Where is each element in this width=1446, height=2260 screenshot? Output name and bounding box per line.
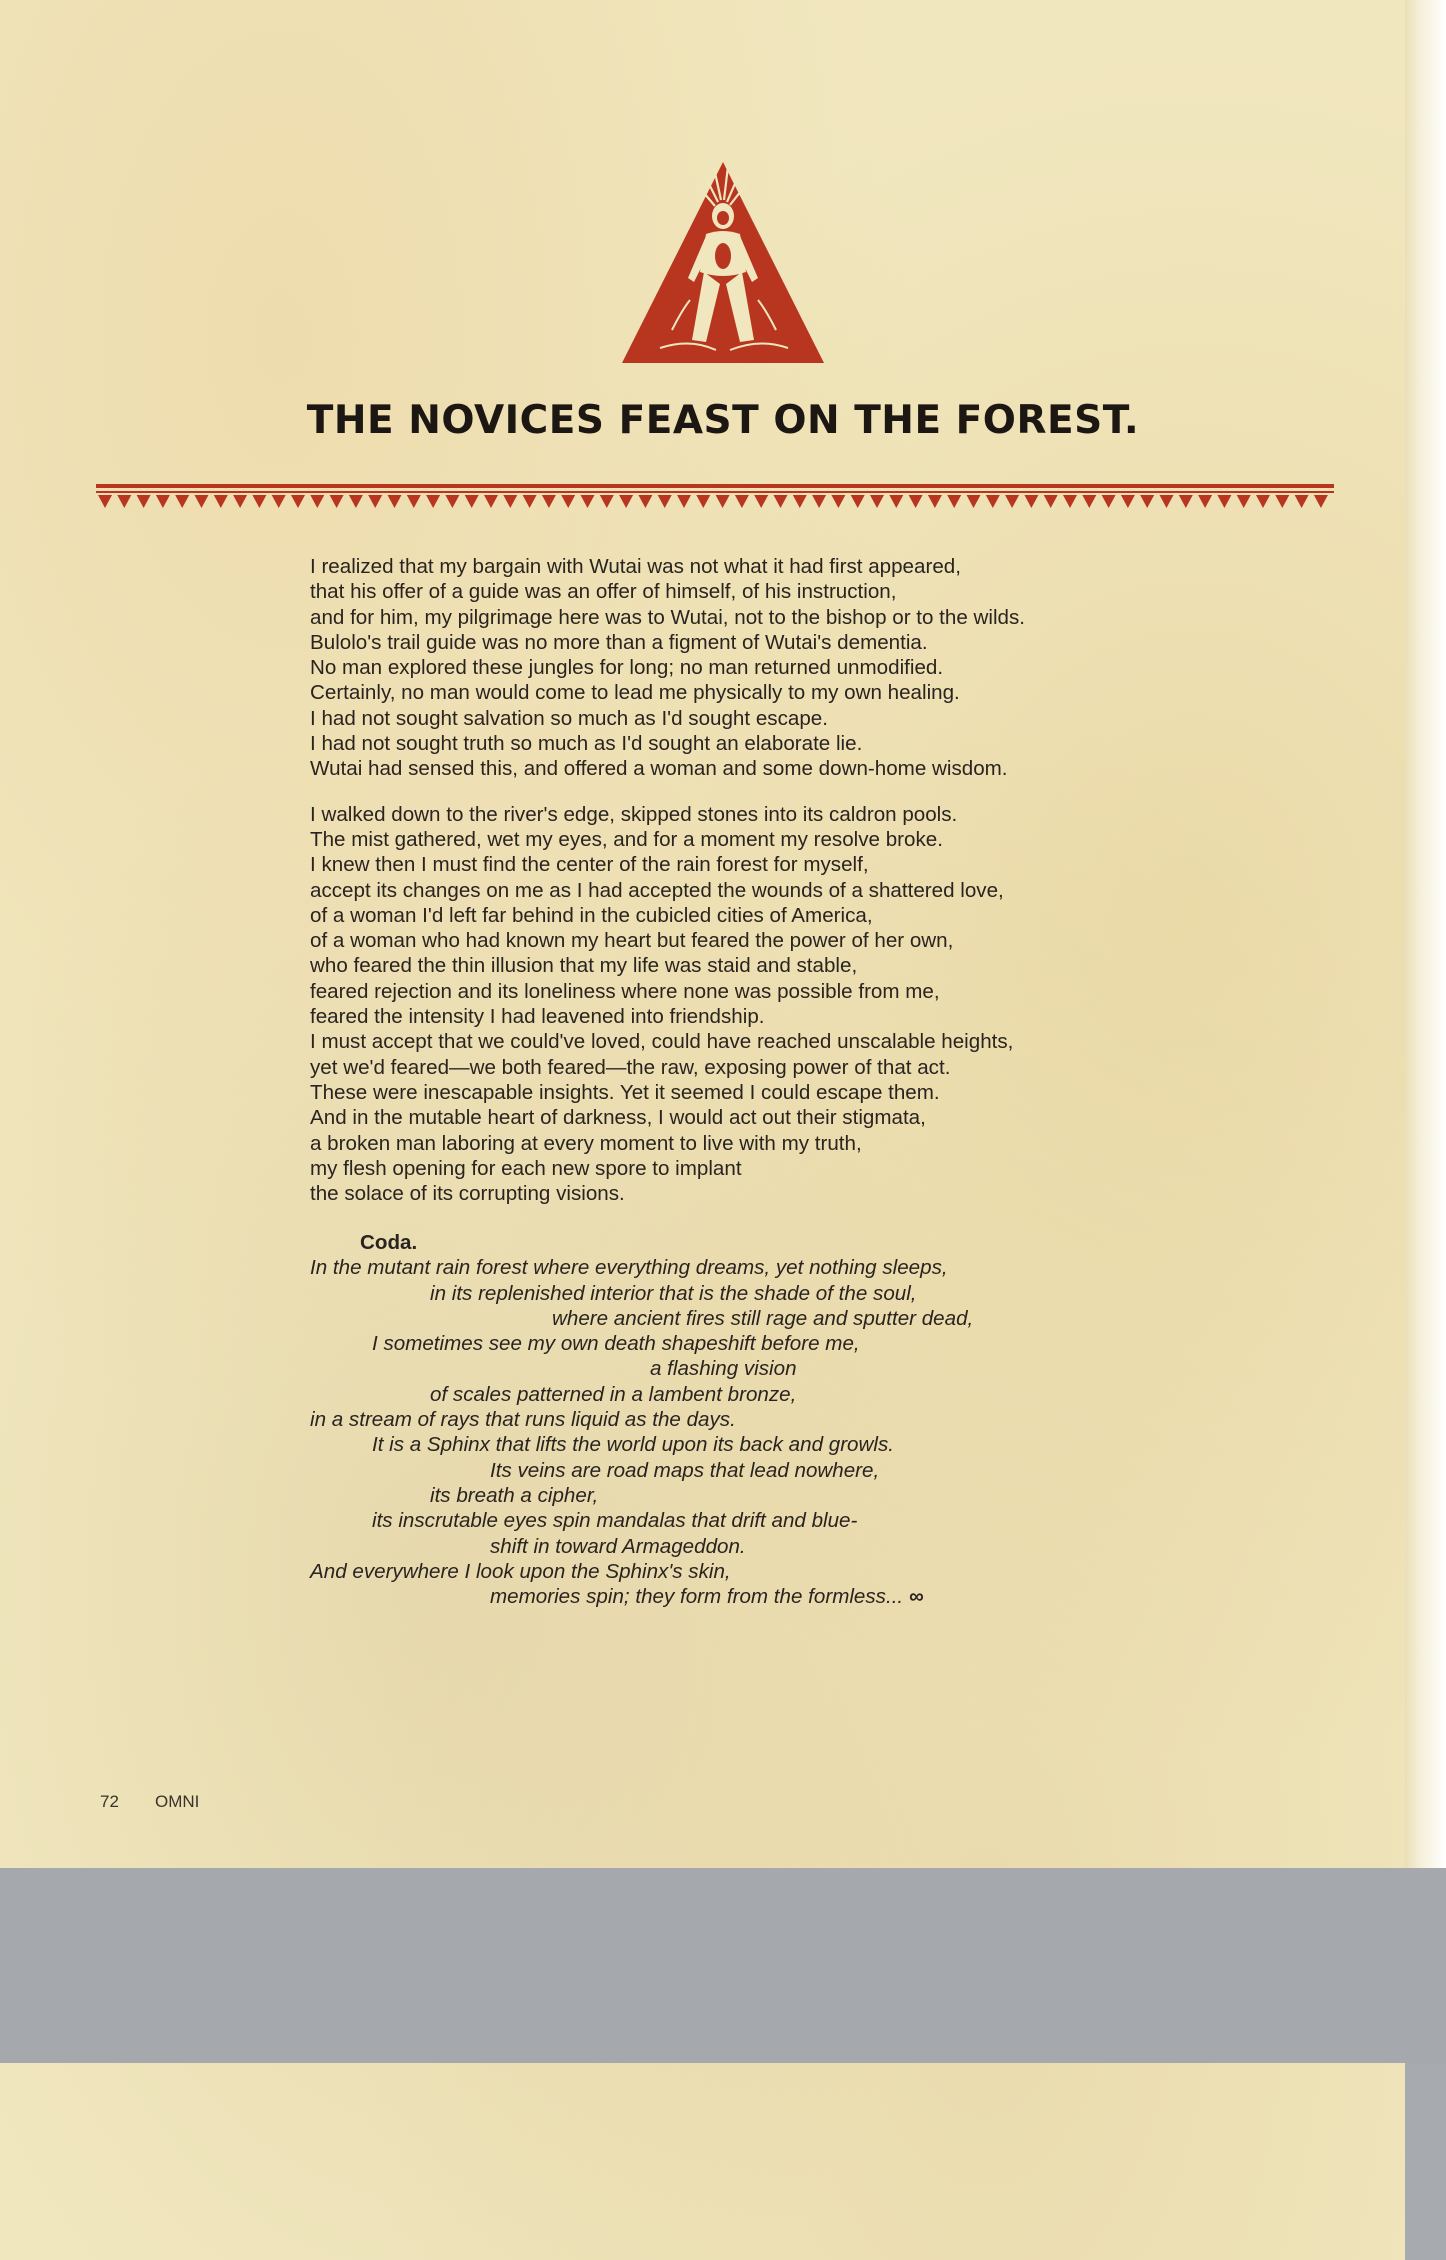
divider-tooth: [349, 495, 363, 508]
divider-tooth: [851, 495, 865, 508]
divider-tooth: [98, 495, 112, 508]
coda-line-last: [490, 1584, 1210, 1609]
text-line: I had not sought truth so much as I'd sought an elaborate lie.: [310, 732, 863, 756]
divider-tooth: [812, 495, 826, 508]
divider-tooth: [1198, 495, 1212, 508]
divider-tooth: [310, 495, 324, 508]
text-line: feared the intensity I had leavened into friendship.: [310, 1005, 765, 1029]
text-line: yet we'd feared—we both feared—the raw, exposing power of that act.: [310, 1055, 951, 1079]
divider-tooth: [195, 495, 209, 508]
coda-line: a flashing vision: [650, 1357, 797, 1381]
coda-line: shift in toward Armageddon.: [490, 1534, 746, 1558]
divider-tooth: [889, 495, 903, 508]
divider-tooth: [774, 495, 788, 508]
divider-tooth: [793, 495, 807, 508]
divider-tooth: [1005, 495, 1019, 508]
coda-line: And everywhere I look upon the Sphinx's skin,: [310, 1559, 731, 1583]
divider-tooth: [445, 495, 459, 508]
divider-tooth: [638, 495, 652, 508]
text-line: feared rejection and its loneliness where none was possible from me,: [310, 979, 940, 1003]
divider-tooth: [291, 495, 305, 508]
page-spine: [1405, 0, 1446, 1868]
divider-tooth: [1237, 495, 1251, 508]
text-line: No man explored these jungles for long; no man returned unmodified.: [310, 656, 944, 680]
coda-line: in its replenished interior that is the shade of the soul,: [430, 1281, 917, 1305]
article-body: [310, 554, 1210, 1226]
end-mark-icon: ∞: [909, 1585, 924, 1609]
divider-tooth: [465, 495, 479, 508]
text-line: These were inescapable insights. Yet it seemed I could escape them.: [310, 1080, 940, 1104]
divider-tooth: [272, 495, 286, 508]
divider-tooth: [600, 495, 614, 508]
text-line: of a woman who had known my heart but feared the power of her own,: [310, 929, 954, 953]
divider-tooth: [1179, 495, 1193, 508]
divider-tooth: [1256, 495, 1270, 508]
text-line: accept its changes on me as I had accepted the wounds of a shattered love,: [310, 878, 1004, 902]
divider-tooth: [658, 495, 672, 508]
coda-line: where ancient fires still rage and sputter dead,: [552, 1306, 974, 1330]
divider-tooth: [716, 495, 730, 508]
paragraph-2: [310, 802, 1210, 1207]
text-line: I realized that my bargain with Wutai was not what it had first appeared,: [310, 555, 961, 578]
divider-tooth: [677, 495, 691, 508]
text-line: a broken man laboring at every moment to live with my truth,: [310, 1131, 862, 1155]
divider-tooth: [117, 495, 131, 508]
coda-title: Coda.: [360, 1231, 418, 1254]
divider-tooth: [928, 495, 942, 508]
coda-section: [310, 1230, 1210, 1609]
text-line: I must accept that we could've loved, could have reached unscalable heights,: [310, 1030, 1014, 1054]
headline: THE NOVICES FEAST ON THE FOREST.: [306, 398, 1140, 443]
divider-tooth: [1044, 495, 1058, 508]
coda-line: in a stream of rays that runs liquid as the days.: [310, 1408, 736, 1432]
coda-line: Its veins are road maps that lead nowhere,: [490, 1458, 880, 1482]
divider-tooth: [581, 495, 595, 508]
divider-tooth: [1121, 495, 1135, 508]
divider-tooth: [1102, 495, 1116, 508]
divider-tooth: [1217, 495, 1231, 508]
divider-tooth: [407, 495, 421, 508]
coda-line: its breath a cipher,: [430, 1483, 599, 1507]
text-line: And in the mutable heart of darkness, I would act out their stigmata,: [310, 1106, 926, 1130]
divider-tooth: [967, 495, 981, 508]
page-number: 72: [100, 1792, 119, 1811]
text-line: that his offer of a guide was an offer of himself, of his instruction,: [310, 580, 897, 604]
divider-tooth: [561, 495, 575, 508]
coda-line-text: memories spin; they form from the formless...: [490, 1585, 904, 1609]
magazine-name: OMNI: [155, 1792, 200, 1811]
divider-tooth: [388, 495, 402, 508]
divider-tooth: [523, 495, 537, 508]
divider-tooth: [1314, 495, 1328, 508]
divider-tooth: [1082, 495, 1096, 508]
text-line: of a woman I'd left far behind in the cubicled cities of America,: [310, 903, 873, 927]
divider-tooth: [1275, 495, 1289, 508]
text-line: who feared the thin illusion that my life was staid and stable,: [310, 954, 858, 978]
divider-tooth: [735, 495, 749, 508]
divider-tooth: [1160, 495, 1174, 508]
text-line: Bulolo's trail guide was no more than a figment of Wutai's dementia.: [310, 630, 928, 654]
text-line: and for him, my pilgrimage here was to Wutai, not to the bishop or to the wilds.: [310, 605, 1026, 629]
divider-tooth: [175, 495, 189, 508]
divider-tooth: [368, 495, 382, 508]
decorative-divider: [96, 482, 1334, 512]
divider-tooth: [214, 495, 228, 508]
divider-tooth: [696, 495, 710, 508]
divider-tooth: [330, 495, 344, 508]
divider-tooth: [1063, 495, 1077, 508]
divider-tooth: [986, 495, 1000, 508]
text-line: I knew then I must find the center of the rain forest for myself,: [310, 853, 869, 877]
text-line: Wutai had sensed this, and offered a woman and some down-home wisdom.: [310, 757, 1008, 781]
coda-line: I sometimes see my own death shapeshift before me,: [372, 1332, 860, 1356]
divider-tooth: [831, 495, 845, 508]
divider-tooth: [754, 495, 768, 508]
divider-tooth: [252, 495, 266, 508]
text-line: my flesh opening for each new spore to implant: [310, 1156, 742, 1180]
divider-tooth: [137, 495, 151, 508]
coda-line: of scales patterned in a lambent bronze,: [430, 1382, 797, 1406]
divider-tooth: [233, 495, 247, 508]
divider-tooth: [1024, 495, 1038, 508]
divider-tooth: [484, 495, 498, 508]
text-line: The mist gathered, wet my eyes, and for a moment my resolve broke.: [310, 827, 943, 851]
divider-tooth: [503, 495, 517, 508]
divider-tooth: [1140, 495, 1154, 508]
divider-tooth: [947, 495, 961, 508]
text-line: Certainly, no man would come to lead me physically to my own healing.: [310, 681, 960, 705]
divider-tooth: [426, 495, 440, 508]
text-line: the solace of its corrupting visions.: [310, 1182, 625, 1206]
triangle-figure-icon: [620, 160, 826, 365]
divider-tooth: [619, 495, 633, 508]
scan-background: [0, 1868, 1446, 2063]
coda-line: In the mutant rain forest where everything dreams, yet nothing sleeps,: [310, 1256, 948, 1280]
text-line: I walked down to the river's edge, skipped stones into its caldron pools.: [310, 802, 958, 826]
paragraph-1: [310, 554, 1210, 782]
divider-tooth: [870, 495, 884, 508]
coda-line: its inscrutable eyes spin mandalas that drift and blue-: [372, 1509, 858, 1533]
text-line: I had not sought salvation so much as I'd sought escape.: [310, 706, 828, 730]
divider-tooth: [542, 495, 556, 508]
divider-tooth: [156, 495, 170, 508]
divider-tooth: [909, 495, 923, 508]
coda-line: It is a Sphinx that lifts the world upon its back and growls.: [372, 1433, 894, 1457]
divider-tooth: [1295, 495, 1309, 508]
